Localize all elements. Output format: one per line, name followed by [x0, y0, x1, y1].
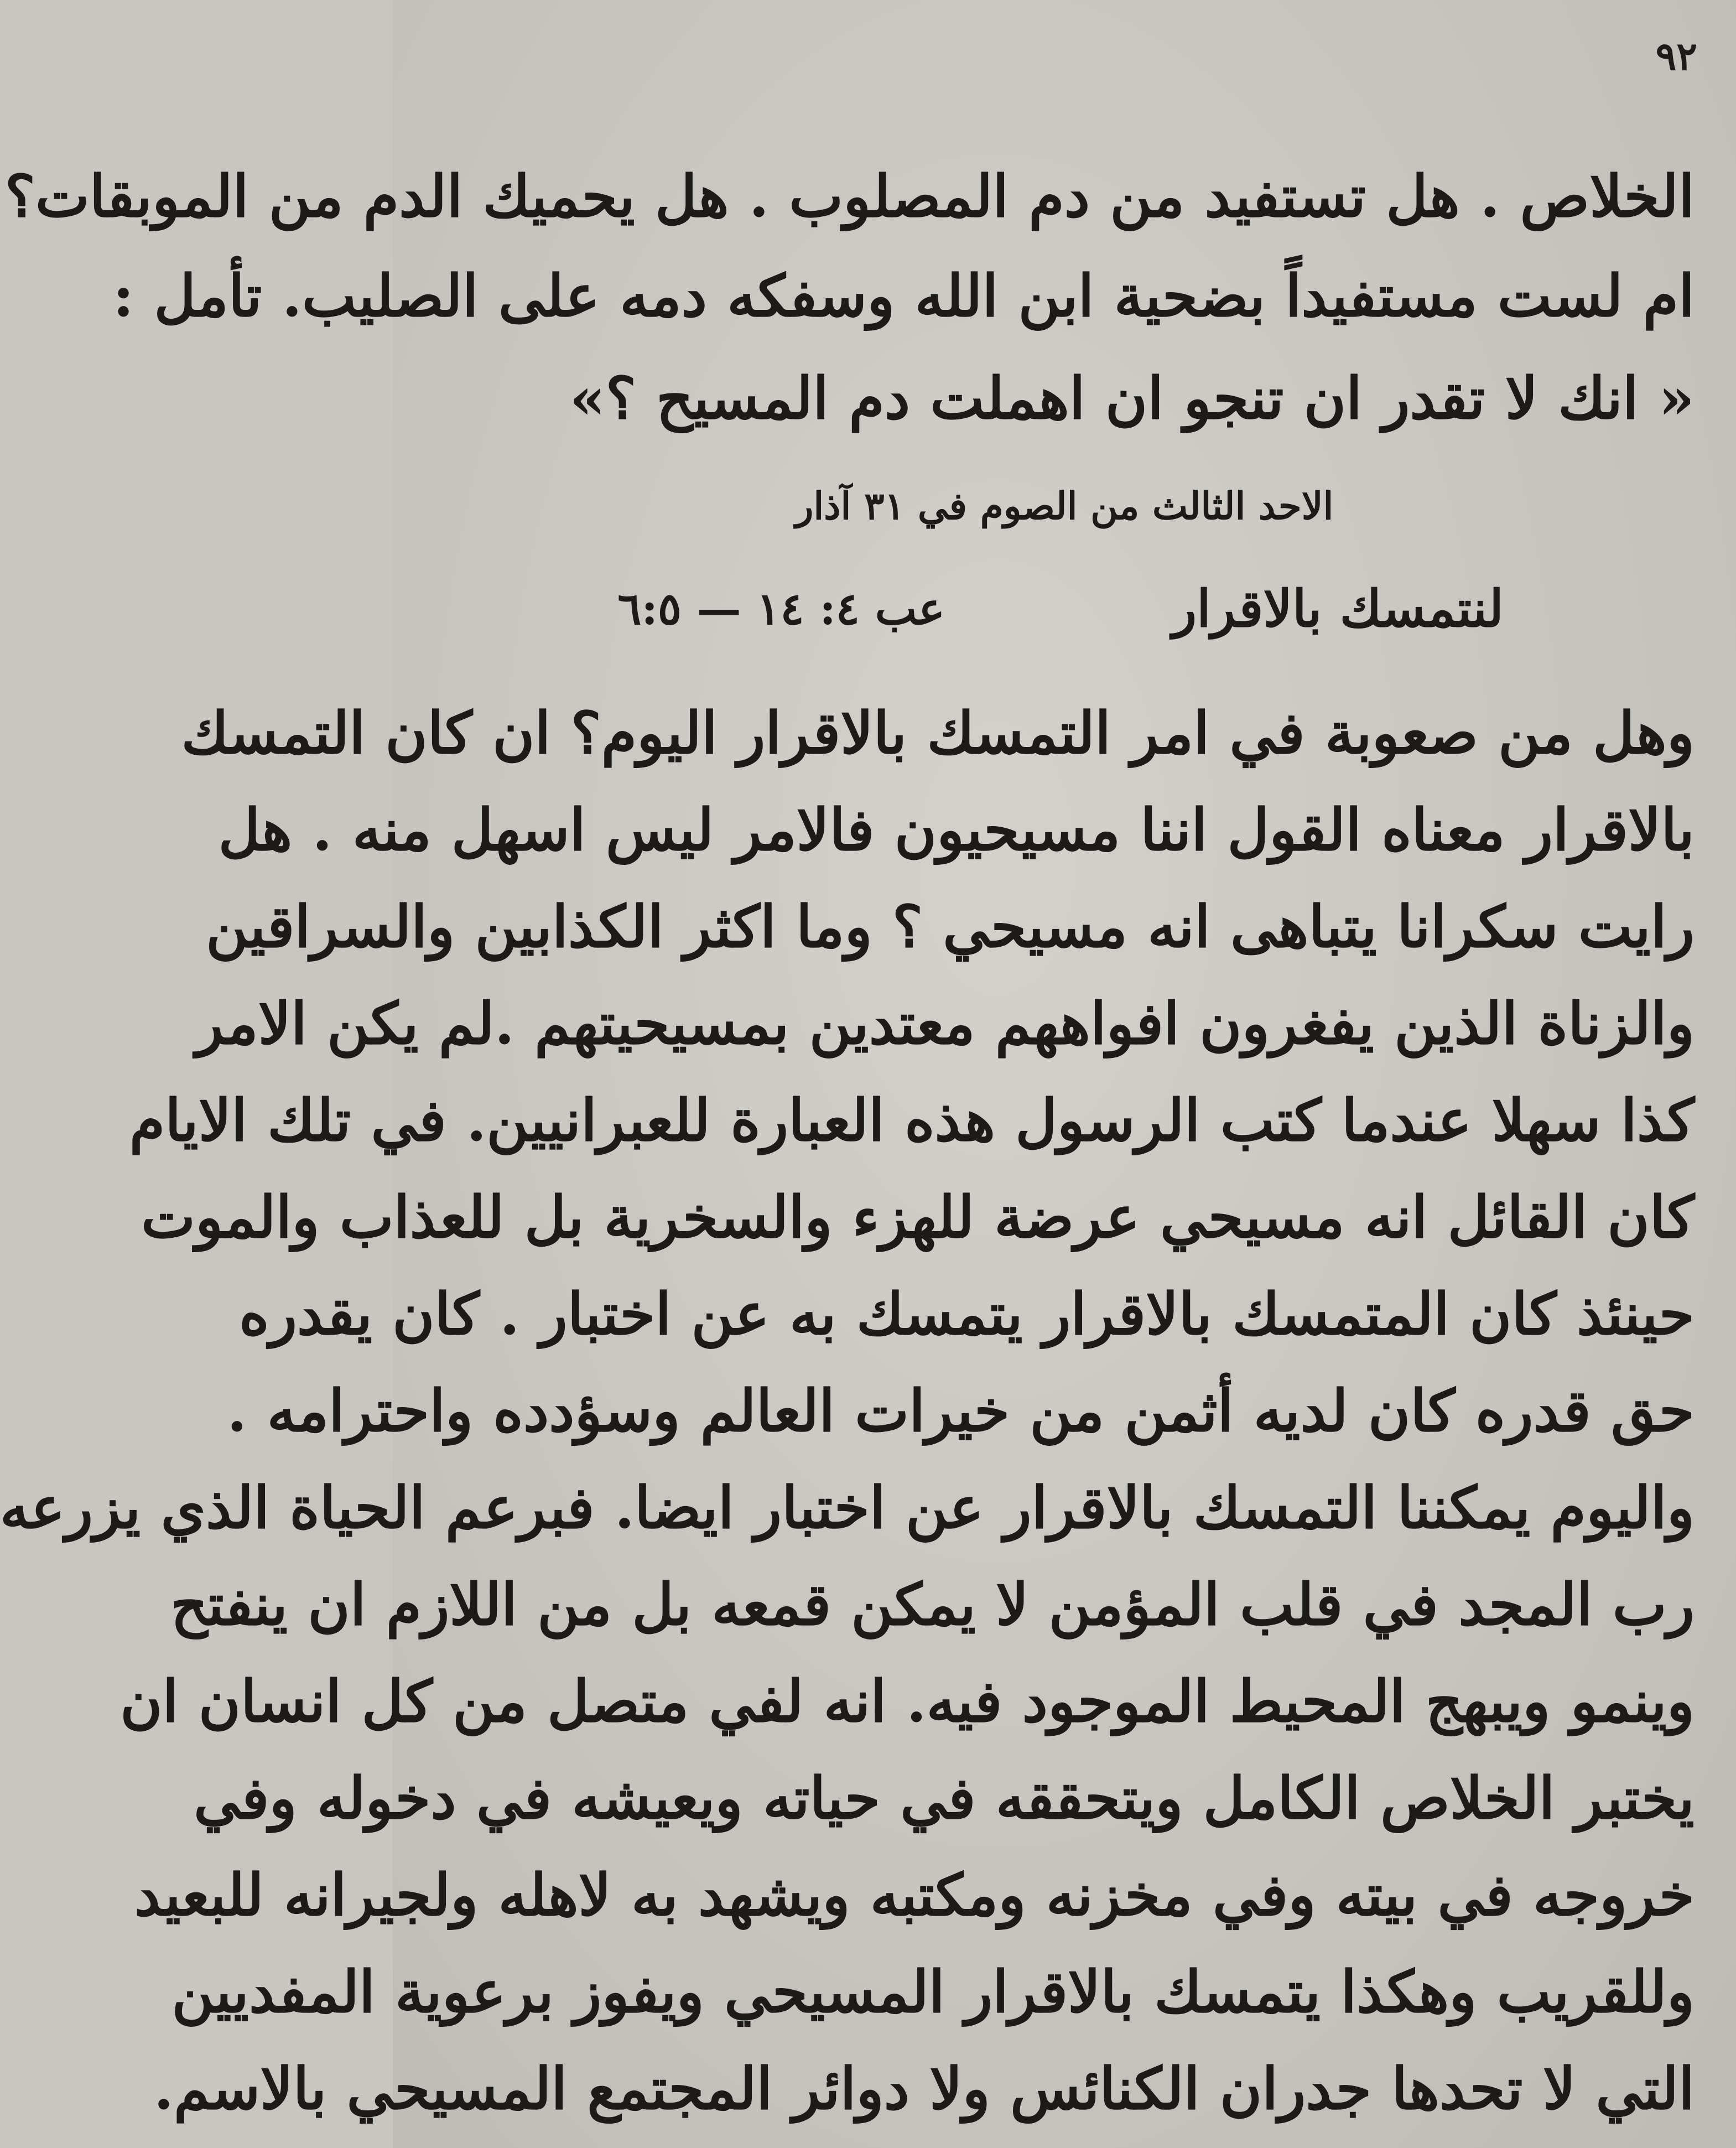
section-heading: الاحد الثالث من الصوم في ٣١ آذار [795, 484, 1334, 528]
body-line-15: التي لا تحدها جدران الكنائس ولا دوائر المجتمع المسيحي بالاسم. [153, 2054, 1695, 2123]
body-line-7: حينئذ كان المتمسك بالاقرار يتمسك به عن اختبار . كان يقدره [239, 1280, 1695, 1348]
body-line-10: رب المجد في قلب المؤمن لا يمكن قمعه بل من اللازم ان ينفتح [170, 1570, 1695, 1638]
body-line-13: خروجه في بيته وفي مخزنه ومكتبه ويشهد به لاهله ولجيرانه للبعيد [134, 1861, 1695, 1929]
intro-line-1: الخلاص . هل تستفيد من دم المصلوب . هل يحميك الدم من الموبقات؟ [4, 162, 1695, 230]
verse-title: لنتمسك بالاقرار [1172, 579, 1504, 639]
body-line-8: حق قدره كان لديه أثمن من خيرات العالم وسؤدده واحترامه . [227, 1377, 1695, 1445]
intro-line-3: « انك لا تقدر ان تنجو ان اهملت دم المسيح ؟» [569, 364, 1695, 432]
body-line-3: رايت سكرانا يتباهى انه مسيحي ؟ وما اكثر الكذابين والسراقين [206, 893, 1695, 961]
page-number: ٩٢ [1655, 33, 1697, 79]
body-line-1: وهل من صعوبة في امر التمسك بالاقرار اليوم؟ ان كان التمسك [181, 699, 1695, 767]
body-line-2: بالاقرار معناه القول اننا مسيحيون فالامر ليس اسهل منه . هل [218, 796, 1695, 864]
intro-line-2: ام لست مستفيداً بضحية ابن الله وسفكه دمه على الصليب. تأمل : [112, 262, 1695, 330]
verse-reference: عب ٤: ١٤ — ٦:٥ [617, 583, 945, 635]
body-line-14: وللقريب وهكذا يتمسك بالاقرار المسيحي ويفوز برعوية المفديين [171, 1958, 1695, 2026]
body-line-12: يختبر الخلاص الكامل ويتحققه في حياته ويعيشه في دخوله وفي [194, 1764, 1695, 1832]
body-line-9: واليوم يمكننا التمسك بالاقرار عن اختبار ايضا. فبرعم الحياة الذي يزرعه [0, 1473, 1695, 1542]
body-line-4: والزناة الذين يفغرون افواههم معتدين بمسيحيتهم .لم يكن الامر [195, 989, 1695, 1057]
body-line-11: وينمو ويبهج المحيط الموجود فيه. انه لفي متصل من كل انسان ان [120, 1667, 1695, 1735]
body-line-5: كذا سهلا عندما كتب الرسول هذه العبارة للعبرانيين. في تلك الايام [129, 1086, 1695, 1154]
verse-row [393, 573, 1736, 645]
body-line-6: كان القائل انه مسيحي عرضة للهزء والسخرية بل للعذاب والموت [141, 1183, 1695, 1251]
